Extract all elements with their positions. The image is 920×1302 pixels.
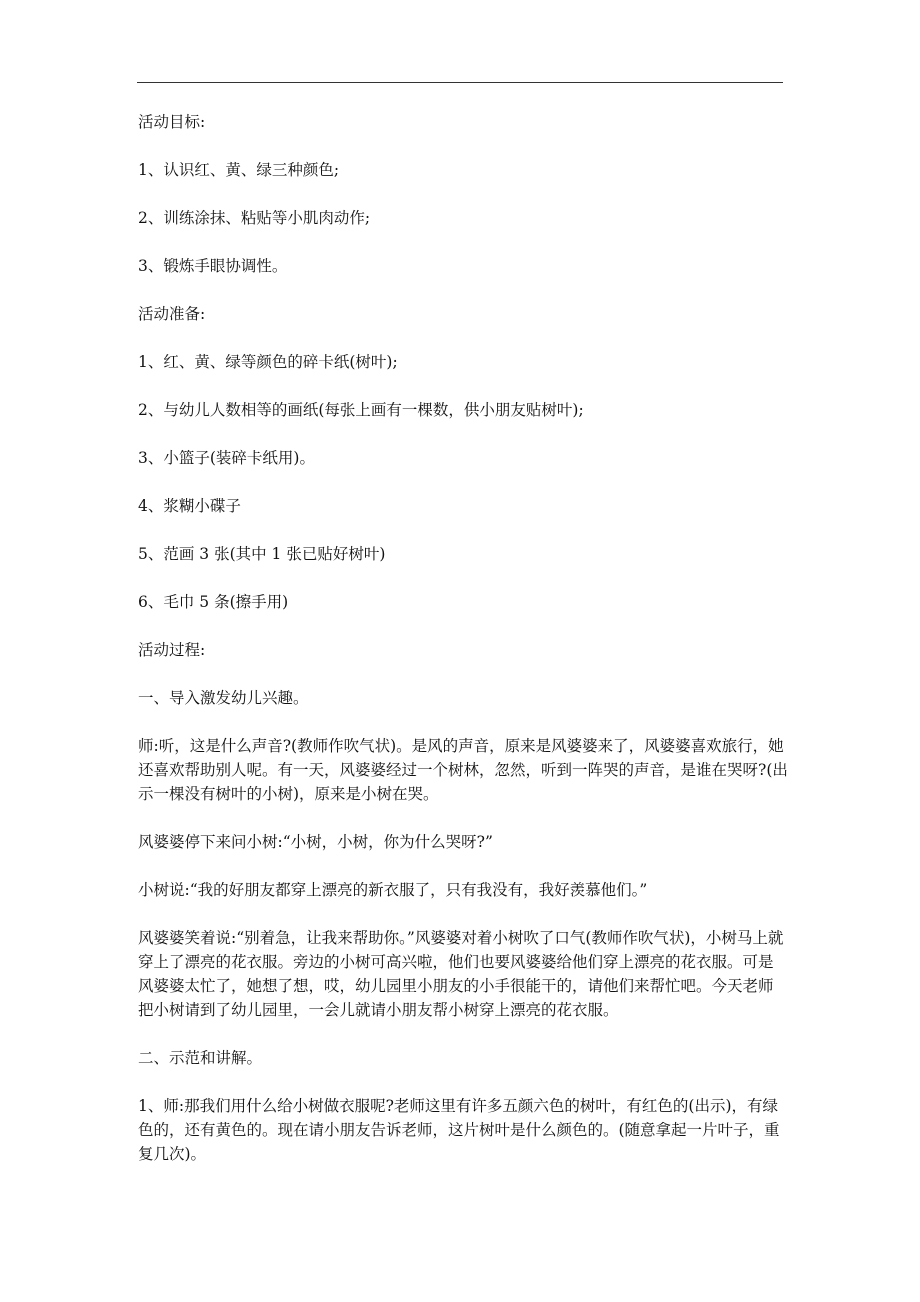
heading-preparation: 活动准备: [138, 305, 206, 323]
goal-item: 1、认识红、黄、绿三种颜色; [138, 161, 340, 179]
preparation-item: 2、与幼儿人数相等的画纸(每张上画有一棵数，供小朋友贴树叶); [138, 401, 584, 419]
goal-item: 3、锻炼手眼协调性。 [138, 257, 288, 275]
process-paragraph: 小树说:“我的好朋友都穿上漂亮的新衣服了，只有我没有，我好羡慕他们。” [138, 881, 648, 899]
process-paragraph: 师:听，这是什么声音?(教师作吹气状)。是风的声音，原来是风婆婆来了，风婆婆喜欢旅行，她还喜欢帮助别人呢。有一天，风婆婆经过一个树林，忽然，听到一阵哭的声音，是谁在哭呀?(出示一棵没有树叶的小树)，原来是小树在哭。 [138, 737, 788, 803]
process-paragraph: 1、师:那我们用什么给小树做衣服呢?老师这里有许多五颜六色的树叶，有红色的(出示)，有绿色的，还有黄色的。现在请小朋友告诉老师，这片树叶是什么颜色的。(随意拿起一片叶子，重复几次)。 [138, 1097, 780, 1163]
heading-goals: 活动目标: [138, 113, 206, 131]
preparation-item: 6、毛巾 5 条(擦手用) [138, 593, 289, 611]
process-paragraph: 风婆婆笑着说:“别着急，让我来帮助你。”风婆婆对着小树吹了口气(教师作吹气状)，小树马上就穿上了漂亮的花衣服。旁边的小树可高兴啦，他们也要风婆婆给他们穿上漂亮的花衣服。可是风婆婆太忙了，她想了想，哎，幼儿园里小朋友的小手很能干的，请他们来帮忙吧。今天老师把小树请到了幼儿园里，一会儿就请小朋友帮小树穿上漂亮的花衣服。 [138, 929, 784, 1019]
goal-item: 2、训练涂抹、粘贴等小肌肉动作; [138, 209, 371, 227]
process-section-title: 一、导入激发幼儿兴趣。 [138, 689, 309, 707]
heading-process: 活动过程: [138, 641, 206, 659]
preparation-item: 4、浆糊小碟子 [138, 497, 241, 515]
header-rule [137, 82, 783, 83]
process-paragraph: 风婆婆停下来问小树:“小树，小树，你为什么哭呀?” [138, 833, 493, 851]
preparation-item: 5、范画 3 张(其中 1 张已贴好树叶) [138, 545, 386, 563]
process-section-title: 二、示范和讲解。 [138, 1049, 263, 1067]
preparation-item: 3、小篮子(装碎卡纸用)。 [138, 449, 315, 467]
preparation-item: 1、红、黄、绿等颜色的碎卡纸(树叶); [138, 353, 398, 371]
document-body [138, 110, 788, 1190]
